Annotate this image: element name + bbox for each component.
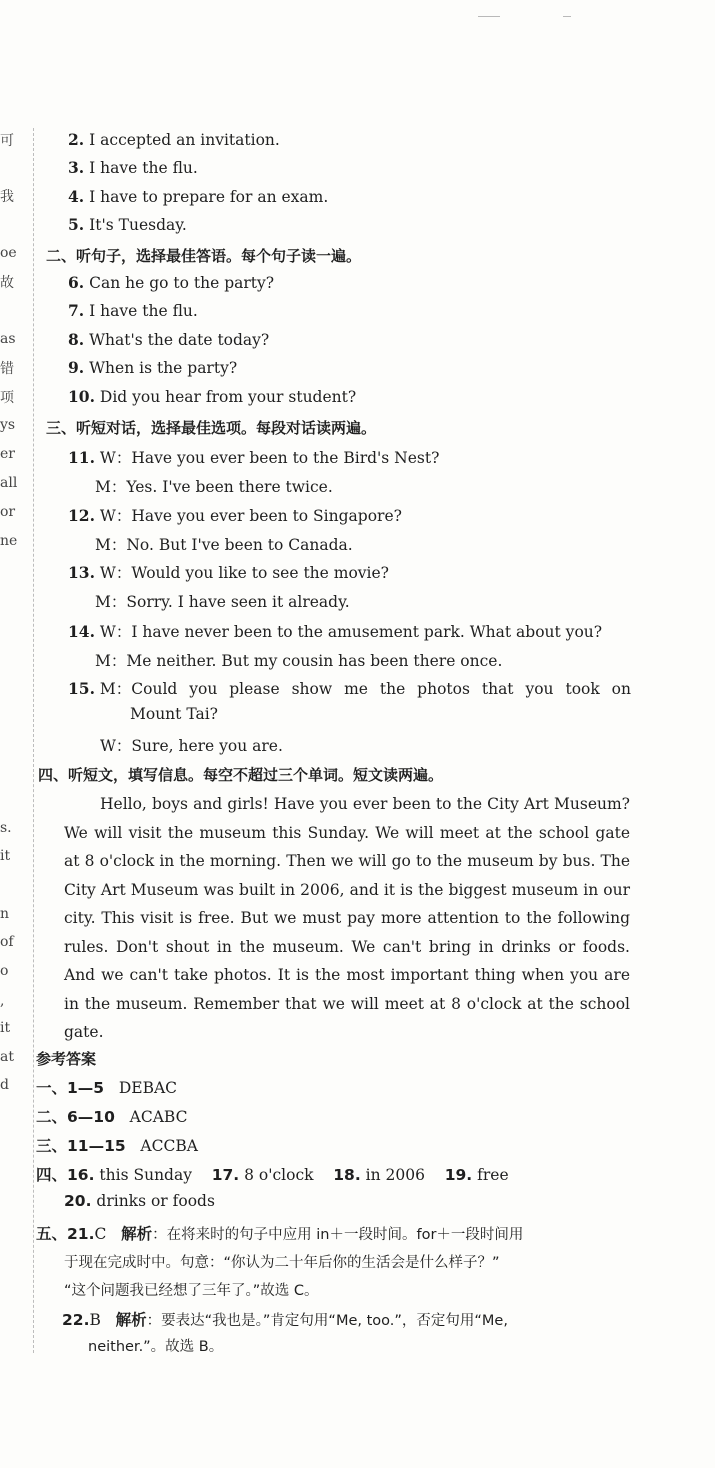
question-number: 2. — [68, 130, 85, 149]
explanation-text: ：要表达“我也是。”肯定句用“Me, too.”，否定句用“Me, — [146, 1313, 508, 1329]
margin-fragment: d — [0, 1077, 9, 1093]
answer-range: 三、11—15 — [36, 1137, 126, 1155]
margin-fragment: 错 — [0, 361, 14, 377]
dialogue-reply: W：Sure, here you are. — [100, 737, 283, 755]
margin-fragment: ys — [0, 417, 16, 433]
section-3-header: 三、听短对话，选择最佳选项。每段对话读两遍。 — [46, 419, 377, 437]
question-10 — [68, 387, 356, 406]
explanation-continued: neither.”。故选 B。 — [88, 1339, 224, 1355]
answer-22 — [62, 1308, 508, 1330]
section-4-header: 四、听短文，填写信息。每空不超过三个单词。短文读两遍。 — [38, 766, 444, 784]
question-text: Can he go to the party? — [89, 274, 275, 292]
question-text: I have the flu. — [89, 159, 198, 177]
margin-fragment: as — [0, 331, 16, 347]
question-5 — [68, 215, 187, 234]
question-4 — [68, 187, 328, 206]
answer-row-3 — [36, 1134, 198, 1156]
question-text: It's Tuesday. — [89, 216, 187, 234]
dialogue-line: W：Have you ever been to the Bird's Nest? — [99, 449, 440, 467]
margin-fragment: n — [0, 906, 10, 922]
answer-row-4 — [36, 1163, 509, 1185]
answer-number: 20. — [64, 1192, 92, 1210]
question-text: I accepted an invitation. — [89, 131, 280, 149]
answer-range: 一、1—5 — [36, 1079, 105, 1097]
answer-value: drinks or foods — [96, 1192, 215, 1210]
question-number: 10. — [68, 387, 95, 406]
question-number: 7. — [68, 301, 85, 320]
answer-value: this Sunday — [99, 1166, 192, 1184]
dialogue-line-continued: Mount Tai? — [130, 705, 218, 723]
question-text: I have to prepare for an exam. — [89, 188, 329, 206]
explanation-text: ：在将来时的句子中应用 in＋一段时间。for＋一段时间用 — [152, 1227, 524, 1243]
question-9 — [68, 358, 237, 377]
dialogue-line: W：Have you ever been to Singapore? — [99, 507, 402, 525]
question-number: 11. — [68, 448, 95, 467]
margin-fragment: at — [0, 1049, 14, 1065]
margin-fragment: o — [0, 963, 9, 979]
dialogue-reply: M：Me neither. But my cousin has been there once. — [95, 652, 503, 670]
question-11 — [68, 446, 439, 468]
answer-number: 21. — [67, 1225, 95, 1243]
answer-value: ACCBA — [140, 1137, 198, 1155]
margin-fragment: of — [0, 934, 14, 950]
question-text: Did you hear from your student? — [99, 388, 357, 406]
margin-fragment: all — [0, 475, 18, 491]
margin-fragment: 可 — [0, 133, 14, 149]
answer-value: 8 o'clock — [244, 1166, 314, 1184]
question-text: When is the party? — [89, 359, 238, 377]
margin-fragment: 我 — [0, 189, 14, 205]
answer-range: 二、6—10 — [36, 1108, 115, 1126]
answer-number: 22. — [62, 1311, 90, 1329]
question-7 — [68, 301, 198, 320]
section-2-header: 二、听句子，选择最佳答语。每个句子读一遍。 — [46, 247, 362, 265]
page-fold-line — [33, 128, 34, 1353]
dialogue-reply: M：Yes. I've been there twice. — [95, 478, 333, 496]
dialogue-line: W：I have never been to the amusement park. What about you? — [99, 623, 603, 641]
question-6 — [68, 273, 274, 292]
question-3 — [68, 158, 198, 177]
top-scan-mark — [563, 16, 571, 17]
question-number: 5. — [68, 215, 85, 234]
margin-fragment: ne — [0, 533, 18, 549]
question-14 — [68, 620, 602, 642]
question-8 — [68, 330, 269, 349]
question-15 — [68, 677, 630, 699]
section-prefix: 四、 — [36, 1166, 68, 1184]
answer-choice: C — [94, 1225, 107, 1243]
explanation-continued: 于现在完成时中。句意：“你认为二十年后你的生活会是什么样子？” — [64, 1255, 500, 1271]
answer-number: 19. — [444, 1166, 473, 1184]
margin-fragment: it — [0, 1020, 11, 1036]
margin-fragment: 故 — [0, 275, 14, 291]
answer-value: DEBAC — [118, 1079, 178, 1097]
answer-number: 16. — [67, 1166, 95, 1184]
answer-number: 18. — [333, 1166, 361, 1184]
dialogue-reply: M：Sorry. I have seen it already. — [95, 593, 350, 611]
question-12 — [68, 504, 402, 526]
answer-row-20 — [64, 1192, 215, 1210]
margin-fragment: oe — [0, 245, 17, 261]
dialogue-reply: M：No. But I've been to Canada. — [95, 536, 353, 554]
answer-number: 17. — [211, 1166, 240, 1184]
answers-header: 参考答案 — [36, 1050, 97, 1068]
question-number: 15. — [68, 679, 95, 698]
answer-row-2 — [36, 1105, 187, 1127]
margin-fragment: s. — [0, 820, 12, 836]
answer-value: in 2006 — [365, 1166, 425, 1184]
dialogue-line: M：Could you please show me the photos that you took on — [99, 680, 631, 698]
question-13 — [68, 561, 389, 583]
question-text: What's the date today? — [89, 331, 270, 349]
question-number: 6. — [68, 273, 85, 292]
question-number: 14. — [68, 622, 95, 641]
question-number: 8. — [68, 330, 85, 349]
answer-row-1 — [36, 1076, 177, 1098]
answer-21 — [36, 1222, 523, 1244]
explanation-label: 解析 — [121, 1225, 153, 1243]
listening-passage — [64, 790, 630, 1047]
question-text: I have the flu. — [89, 302, 198, 320]
margin-fragment: er — [0, 446, 15, 462]
question-number: 13. — [68, 563, 95, 582]
explanation-continued: “这个问题我已经想了三年了。”故选 C。 — [64, 1283, 319, 1299]
explanation-label: 解析 — [115, 1311, 147, 1329]
question-number: 4. — [68, 187, 85, 206]
margin-fragment: or — [0, 504, 16, 520]
question-number: 3. — [68, 158, 85, 177]
top-scan-mark — [478, 16, 500, 17]
question-number: 12. — [68, 506, 95, 525]
dialogue-line: W：Would you like to see the movie? — [99, 564, 389, 582]
margin-fragment: it — [0, 848, 11, 864]
question-2 — [68, 130, 280, 149]
answer-value: ACABC — [129, 1108, 188, 1126]
margin-fragment: , — [0, 993, 5, 1009]
section-prefix: 五、 — [36, 1225, 68, 1243]
answer-value: free — [477, 1166, 509, 1184]
passage-text: Hello, boys and girls! Have you ever been to the City Art Museum? We will visit the museum this Sunday. We will meet at the school gate at 8 o'clock in the morning. Then we will go to the museum by bus. The City Art Museum was built in 2006, and it is the biggest museum in our city. This visit is free. But we must pay more attention to the following rules. Don't shout in the museum. We can't bring in drinks or foods. And we can't take photos. It is the most important thing when you are in the museum. Remember that we will meet at 8 o'clock at the school gate. — [64, 795, 630, 1041]
margin-fragment: 项 — [0, 390, 14, 406]
answer-choice: B — [89, 1311, 101, 1329]
question-number: 9. — [68, 358, 85, 377]
